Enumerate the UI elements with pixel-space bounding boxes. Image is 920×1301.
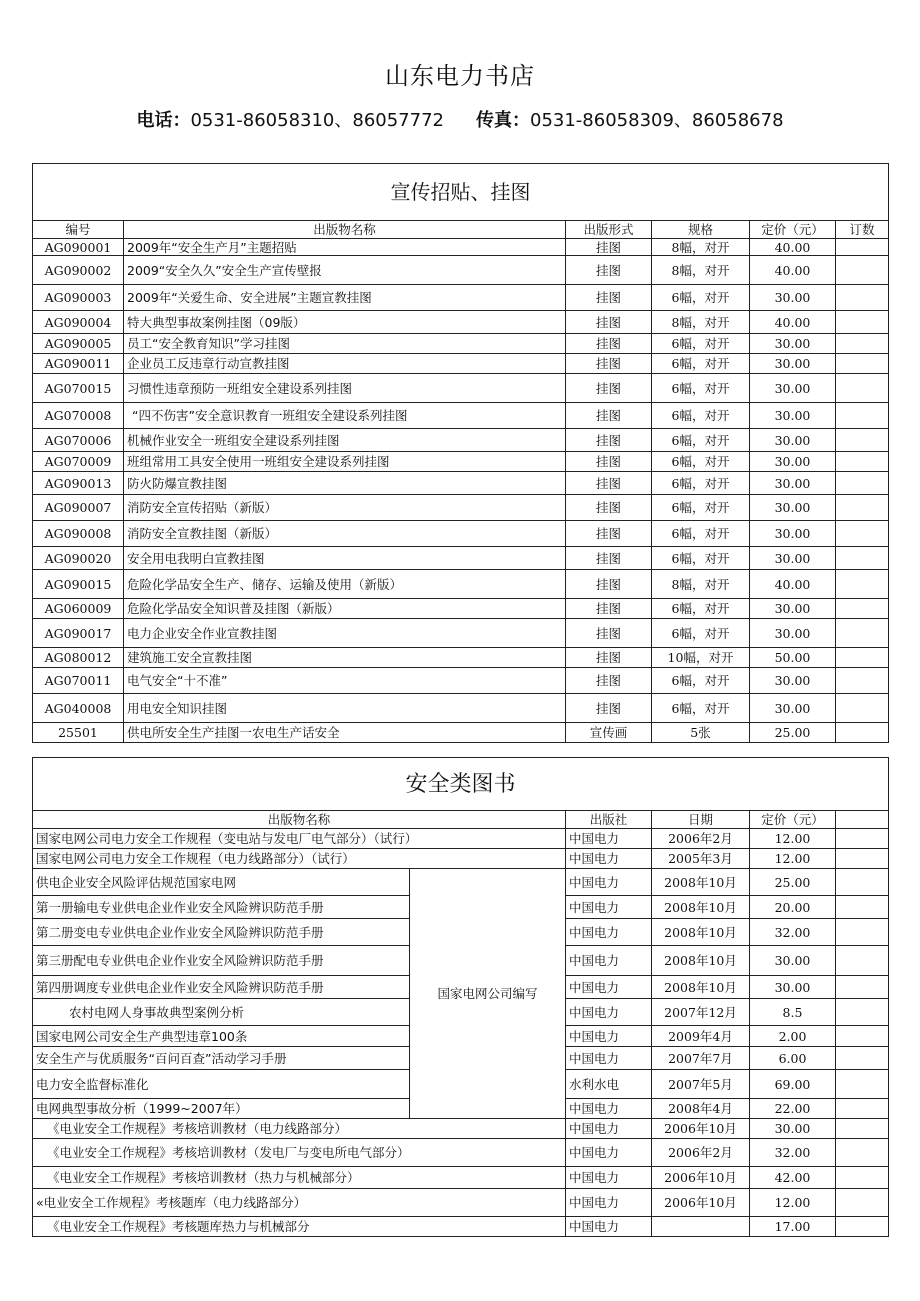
poster-qty[interactable] [836, 403, 889, 429]
poster-form: 挂图 [566, 521, 652, 547]
poster-row [33, 285, 889, 311]
book-title: 《电业安全工作规程》考核培训教材（发电厂与变电所电气部分） [33, 1139, 566, 1167]
book-price: 2.00 [750, 1026, 836, 1047]
col-header-spec: 规格 [652, 221, 750, 239]
book-row [33, 1167, 889, 1189]
poster-form: 挂图 [566, 374, 652, 403]
book-title: 供电企业安全风险评估规范国家电网 [33, 869, 410, 896]
poster-code: AG040008 [33, 694, 124, 723]
poster-qty[interactable] [836, 452, 889, 472]
poster-name: 2009年“关爱生命、安全进展”主题宣教挂图 [124, 285, 566, 311]
poster-name: 班组常用工具安全使用一班组安全建设系列挂图 [124, 452, 566, 472]
poster-spec: 6幅，对开 [652, 354, 750, 374]
poster-qty[interactable] [836, 311, 889, 334]
book-price: 32.00 [750, 1139, 836, 1167]
poster-form: 挂图 [566, 311, 652, 334]
poster-name: 安全用电我明白宣教挂图 [124, 547, 566, 570]
poster-name: 机械作业安全一班组安全建设系列挂图 [124, 429, 566, 452]
book-title: 《电业安全工作规程》考核题库热力与机械部分 [33, 1217, 566, 1237]
poster-qty[interactable] [836, 495, 889, 521]
book-publisher: 中国电力 [566, 829, 652, 849]
poster-row [33, 570, 889, 599]
poster-row [33, 374, 889, 403]
poster-row [33, 723, 889, 743]
poster-row [33, 668, 889, 694]
book-title: 第三册配电专业供电企业作业安全风险辨识防范手册 [33, 946, 410, 976]
book-title: 国家电网公司电力安全工作规程（电力线路部分）（试行） [33, 849, 566, 869]
book-date: 2006年10月 [652, 1167, 750, 1189]
book-qty[interactable] [836, 919, 889, 946]
poster-row [33, 599, 889, 619]
poster-price: 50.00 [750, 648, 836, 668]
poster-qty[interactable] [836, 256, 889, 285]
poster-name: 习惯性违章预防一班组安全建设系列挂图 [124, 374, 566, 403]
col-header-date: 日期 [652, 811, 750, 829]
fax-label: 传真： [476, 110, 530, 131]
book-qty[interactable] [836, 1217, 889, 1237]
book-qty[interactable] [836, 829, 889, 849]
poster-code: AG090015 [33, 570, 124, 599]
poster-qty[interactable] [836, 429, 889, 452]
poster-code: AG090011 [33, 354, 124, 374]
book-price: 12.00 [750, 849, 836, 869]
book-date: 2006年10月 [652, 1189, 750, 1217]
poster-row [33, 521, 889, 547]
poster-price: 30.00 [750, 547, 836, 570]
poster-qty[interactable] [836, 648, 889, 668]
book-price: 30.00 [750, 946, 836, 976]
poster-code: AG080012 [33, 648, 124, 668]
poster-spec: 5张 [652, 723, 750, 743]
poster-price: 30.00 [750, 599, 836, 619]
poster-spec: 8幅，对开 [652, 256, 750, 285]
poster-row [33, 239, 889, 256]
poster-price: 30.00 [750, 403, 836, 429]
poster-name: 企业员工反违章行动宣教挂图 [124, 354, 566, 374]
posters-table [32, 163, 889, 743]
poster-price: 25.00 [750, 723, 836, 743]
poster-code: 25501 [33, 723, 124, 743]
book-date: 2008年4月 [652, 1099, 750, 1119]
poster-spec: 6幅，对开 [652, 334, 750, 354]
book-qty[interactable] [836, 1119, 889, 1139]
book-price: 30.00 [750, 1119, 836, 1139]
poster-row [33, 256, 889, 285]
book-qty[interactable] [836, 1139, 889, 1167]
poster-row [33, 429, 889, 452]
col-header-code: 编号 [33, 221, 124, 239]
poster-qty[interactable] [836, 472, 889, 495]
col-header-book-price: 定价（元） [750, 811, 836, 829]
book-title: 电网典型事故分析（1999~2007年） [33, 1099, 410, 1119]
poster-spec: 6幅，对开 [652, 694, 750, 723]
col-header-form: 出版形式 [566, 221, 652, 239]
book-row [33, 849, 889, 869]
poster-row [33, 547, 889, 570]
poster-code: AG090003 [33, 285, 124, 311]
book-title: 农村电网人身事故典型案例分析 [33, 999, 410, 1026]
phone-numbers: 0531-86058310、86057772 [190, 110, 444, 131]
poster-price: 40.00 [750, 239, 836, 256]
poster-row [33, 694, 889, 723]
book-date: 2007年5月 [652, 1070, 750, 1099]
book-row [33, 1217, 889, 1237]
poster-form: 挂图 [566, 334, 652, 354]
poster-code: AG090013 [33, 472, 124, 495]
poster-qty[interactable] [836, 374, 889, 403]
poster-spec: 6幅，对开 [652, 495, 750, 521]
book-publisher: 中国电力 [566, 946, 652, 976]
book-price: 6.00 [750, 1047, 836, 1070]
book-qty[interactable] [836, 1047, 889, 1070]
book-date: 2005年3月 [652, 849, 750, 869]
book-qty[interactable] [836, 1099, 889, 1119]
book-qty[interactable] [836, 1026, 889, 1047]
book-price: 42.00 [750, 1167, 836, 1189]
poster-price: 30.00 [750, 429, 836, 452]
poster-spec: 6幅，对开 [652, 599, 750, 619]
book-date: 2008年10月 [652, 919, 750, 946]
book-price: 8.5 [750, 999, 836, 1026]
col-header-name: 出版物名称 [124, 221, 566, 239]
poster-price: 40.00 [750, 256, 836, 285]
poster-code: AG090017 [33, 619, 124, 648]
book-title: 国家电网公司电力安全工作规程（变电站与发电厂电气部分）（试行） [33, 829, 566, 849]
poster-form: 挂图 [566, 668, 652, 694]
col-header-price: 定价（元） [750, 221, 836, 239]
poster-price: 30.00 [750, 521, 836, 547]
book-publisher: 中国电力 [566, 1047, 652, 1070]
poster-spec: 6幅，对开 [652, 403, 750, 429]
book-qty[interactable] [836, 869, 889, 896]
poster-row [33, 403, 889, 429]
poster-spec: 6幅，对开 [652, 452, 750, 472]
poster-spec: 8幅，对开 [652, 570, 750, 599]
book-publisher: 中国电力 [566, 1139, 652, 1167]
poster-name: 消防安全宣传招贴（新版） [124, 495, 566, 521]
poster-row [33, 311, 889, 334]
book-date: 2008年10月 [652, 869, 750, 896]
poster-code: AG090004 [33, 311, 124, 334]
poster-name: 危险化学品安全知识普及挂图（新版） [124, 599, 566, 619]
book-price: 25.00 [750, 869, 836, 896]
book-publisher: 中国电力 [566, 1217, 652, 1237]
poster-row [33, 334, 889, 354]
poster-price: 30.00 [750, 334, 836, 354]
poster-price: 30.00 [750, 495, 836, 521]
books-table [32, 757, 889, 1237]
col-header-book-qty [836, 811, 889, 829]
book-price: 32.00 [750, 919, 836, 946]
poster-qty[interactable] [836, 723, 889, 743]
book-title: 电力安全监督标准化 [33, 1070, 410, 1099]
poster-row [33, 354, 889, 374]
poster-spec: 6幅，对开 [652, 547, 750, 570]
book-publisher: 中国电力 [566, 976, 652, 999]
poster-form: 宣传画 [566, 723, 652, 743]
poster-price: 30.00 [750, 452, 836, 472]
poster-form: 挂图 [566, 599, 652, 619]
poster-qty[interactable] [836, 668, 889, 694]
poster-code: AG070011 [33, 668, 124, 694]
poster-form: 挂图 [566, 694, 652, 723]
poster-code: AG090008 [33, 521, 124, 547]
poster-name: “四不伤害”安全意识教育一班组安全建设系列挂图 [124, 403, 566, 429]
book-price: 12.00 [750, 1189, 836, 1217]
book-qty[interactable] [836, 946, 889, 976]
book-row [33, 1189, 889, 1217]
poster-qty[interactable] [836, 285, 889, 311]
poster-form: 挂图 [566, 570, 652, 599]
poster-code: AG090005 [33, 334, 124, 354]
book-price: 69.00 [750, 1070, 836, 1099]
col-header-publisher: 出版社 [566, 811, 652, 829]
book-qty[interactable] [836, 1167, 889, 1189]
poster-code: AG090020 [33, 547, 124, 570]
book-publisher: 中国电力 [566, 919, 652, 946]
book-qty[interactable] [836, 999, 889, 1026]
book-date: 2007年7月 [652, 1047, 750, 1070]
poster-spec: 6幅，对开 [652, 429, 750, 452]
book-publisher: 中国电力 [566, 849, 652, 869]
poster-name: 建筑施工安全宣教挂图 [124, 648, 566, 668]
poster-spec: 6幅，对开 [652, 472, 750, 495]
poster-form: 挂图 [566, 452, 652, 472]
book-title: 国家电网公司安全生产典型违章100条 [33, 1026, 410, 1047]
poster-spec: 10幅，对开 [652, 648, 750, 668]
poster-name: 电气安全“十不准” [124, 668, 566, 694]
book-qty[interactable] [836, 976, 889, 999]
book-publisher: 中国电力 [566, 869, 652, 896]
book-row [33, 1119, 889, 1139]
book-title: 《电业安全工作规程》考核培训教材（热力与机械部分） [33, 1167, 566, 1189]
poster-price: 30.00 [750, 694, 836, 723]
phone-label: 电话： [136, 110, 191, 131]
poster-row [33, 472, 889, 495]
posters-section-title: 宣传招贴、挂图 [33, 164, 889, 221]
book-publisher: 中国电力 [566, 999, 652, 1026]
book-date: 2006年2月 [652, 829, 750, 849]
book-date: 2008年10月 [652, 896, 750, 919]
book-publisher: 中国电力 [566, 1026, 652, 1047]
book-price: 22.00 [750, 1099, 836, 1119]
book-title: 第二册变电专业供电企业作业安全风险辨识防范手册 [33, 919, 410, 946]
poster-form: 挂图 [566, 429, 652, 452]
poster-form: 挂图 [566, 239, 652, 256]
poster-price: 30.00 [750, 472, 836, 495]
poster-form: 挂图 [566, 648, 652, 668]
col-header-qty: 订数 [836, 221, 889, 239]
book-price: 12.00 [750, 829, 836, 849]
poster-code: AG060009 [33, 599, 124, 619]
book-title: 第一册输电专业供电企业作业安全风险辨识防范手册 [33, 896, 410, 919]
poster-name: 危险化学品安全生产、储存、运输及使用（新版） [124, 570, 566, 599]
poster-spec: 6幅，对开 [652, 619, 750, 648]
poster-name: 供电所安全生产挂图一农电生产话安全 [124, 723, 566, 743]
poster-code: AG090007 [33, 495, 124, 521]
poster-code: AG070008 [33, 403, 124, 429]
poster-name: 特大典型事故案例挂图（09版） [124, 311, 566, 334]
poster-code: AG070006 [33, 429, 124, 452]
poster-form: 挂图 [566, 472, 652, 495]
poster-spec: 6幅，对开 [652, 285, 750, 311]
poster-spec: 6幅，对开 [652, 374, 750, 403]
book-publisher: 中国电力 [566, 1189, 652, 1217]
poster-name: 防火防爆宣教挂图 [124, 472, 566, 495]
book-publisher: 中国电力 [566, 1119, 652, 1139]
poster-spec: 6幅，对开 [652, 668, 750, 694]
poster-code: AG070015 [33, 374, 124, 403]
book-row [33, 869, 889, 896]
book-row [33, 1139, 889, 1167]
books-section-title: 安全类图书 [33, 758, 889, 811]
book-price: 30.00 [750, 976, 836, 999]
poster-qty[interactable] [836, 239, 889, 256]
poster-name: 电力企业安全作业宣教挂图 [124, 619, 566, 648]
poster-price: 30.00 [750, 374, 836, 403]
book-group-note: 国家电网公司编写 [410, 869, 566, 1119]
fax-numbers: 0531-86058309、86058678 [530, 110, 784, 131]
poster-price: 30.00 [750, 619, 836, 648]
book-publisher: 水利水电 [566, 1070, 652, 1099]
poster-qty[interactable] [836, 694, 889, 723]
poster-price: 30.00 [750, 668, 836, 694]
books-header-row [33, 811, 889, 829]
store-title: 山东电力书店 [385, 62, 535, 90]
poster-spec: 8幅，对开 [652, 311, 750, 334]
book-date: 2006年10月 [652, 1119, 750, 1139]
book-publisher: 中国电力 [566, 1099, 652, 1119]
book-date: 2009年4月 [652, 1026, 750, 1047]
book-qty[interactable] [836, 849, 889, 869]
contact-line [0, 106, 920, 132]
poster-row [33, 619, 889, 648]
book-date [652, 1217, 750, 1237]
poster-row [33, 648, 889, 668]
poster-code: AG090002 [33, 256, 124, 285]
book-price: 20.00 [750, 896, 836, 919]
poster-qty[interactable] [836, 354, 889, 374]
poster-name: 用电安全知识挂图 [124, 694, 566, 723]
poster-code: AG090001 [33, 239, 124, 256]
book-price: 17.00 [750, 1217, 836, 1237]
book-date: 2007年12月 [652, 999, 750, 1026]
poster-qty[interactable] [836, 570, 889, 599]
poster-form: 挂图 [566, 403, 652, 429]
book-date: 2008年10月 [652, 946, 750, 976]
book-row [33, 829, 889, 849]
book-title: 《电业安全工作规程》考核培训教材（电力线路部分） [33, 1119, 566, 1139]
book-date: 2006年2月 [652, 1139, 750, 1167]
poster-spec: 6幅，对开 [652, 521, 750, 547]
book-qty[interactable] [836, 1070, 889, 1099]
poster-qty[interactable] [836, 521, 889, 547]
poster-price: 30.00 [750, 354, 836, 374]
posters-header-row [33, 221, 889, 239]
book-publisher: 中国电力 [566, 896, 652, 919]
book-title: «电业安全工作规程》考核题库（电力线路部分） [33, 1189, 566, 1217]
poster-name: 2009“安全久久”安全生产宣传壁报 [124, 256, 566, 285]
poster-form: 挂图 [566, 619, 652, 648]
book-title: 第四册调度专业供电企业作业安全风险辨识防范手册 [33, 976, 410, 999]
poster-qty[interactable] [836, 547, 889, 570]
poster-form: 挂图 [566, 354, 652, 374]
poster-form: 挂图 [566, 285, 652, 311]
book-publisher: 中国电力 [566, 1167, 652, 1189]
poster-qty[interactable] [836, 599, 889, 619]
book-title: 安全生产与优质服务“百问百查”活动学习手册 [33, 1047, 410, 1070]
poster-form: 挂图 [566, 256, 652, 285]
poster-spec: 8幅，对开 [652, 239, 750, 256]
poster-price: 30.00 [750, 285, 836, 311]
poster-code: AG070009 [33, 452, 124, 472]
poster-qty[interactable] [836, 619, 889, 648]
poster-name: 消防安全宣教挂图（新版） [124, 521, 566, 547]
poster-qty[interactable] [836, 334, 889, 354]
poster-name: 员工“安全教育知识”学习挂图 [124, 334, 566, 354]
poster-row [33, 452, 889, 472]
poster-form: 挂图 [566, 547, 652, 570]
poster-row [33, 495, 889, 521]
book-qty[interactable] [836, 1189, 889, 1217]
book-qty[interactable] [836, 896, 889, 919]
poster-price: 40.00 [750, 311, 836, 334]
poster-form: 挂图 [566, 495, 652, 521]
col-header-title: 出版物名称 [33, 811, 566, 829]
book-date: 2008年10月 [652, 976, 750, 999]
poster-price: 40.00 [750, 570, 836, 599]
poster-name: 2009年“安全生产月”主题招贴 [124, 239, 566, 256]
